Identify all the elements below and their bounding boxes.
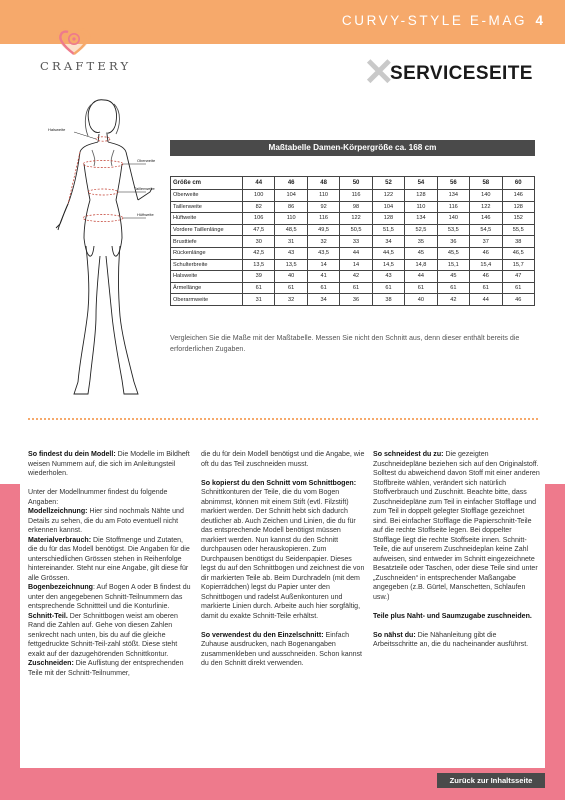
paragraph-sewing: So nähst du: Die Nähanleitung gibt die Arbeitsschritte an, die du nacheinander ausführst. (373, 631, 529, 648)
measurement-value: 31 (275, 236, 307, 248)
measurement-value: 50,5 (340, 224, 372, 236)
measurement-value: 40 (275, 271, 307, 283)
measurement-value: 43 (275, 247, 307, 259)
measurement-label: Oberarmweite (171, 294, 243, 306)
measurement-value: 45 (405, 247, 437, 259)
measurement-value: 106 (243, 213, 275, 225)
measurement-value: 35 (405, 236, 437, 248)
measurement-value: 46 (470, 271, 502, 283)
measurement-value: 15,1 (437, 259, 469, 271)
measurement-value: 45 (437, 271, 469, 283)
measurement-value: 32 (307, 236, 339, 248)
size-header-label: Größe cm (171, 177, 243, 190)
heart-logo-icon (54, 26, 94, 58)
table-row (171, 236, 535, 248)
measurement-value: 52,5 (405, 224, 437, 236)
paragraph-cutting-cont: die du für dein Modell benötigst und die Angabe, wie oft du das Teil zuschneiden musst. (201, 451, 365, 468)
measurement-value: 48,5 (275, 224, 307, 236)
paragraph-pattern-piece: Schnitt-Teil. Der Schnittbogen weist am oberen Rand die Zahlen auf. Gehe von diesen Zahlen senkrecht nach unten, bis du auf die gleiche fettgedruckte Schnitt-Teil-zahl stößt. Diese steht exakt auf der dazugehörenden Schnittkontur. (28, 612, 178, 658)
measurement-value: 14 (307, 259, 339, 271)
measurement-value: 82 (243, 201, 275, 213)
measurement-value: 92 (307, 201, 339, 213)
measurement-value: 53,5 (437, 224, 469, 236)
label-halsweite: Halsweite (48, 127, 66, 132)
table-row (171, 271, 535, 283)
size-table-caption: Maßtabelle Damen-Körpergröße ca. 168 cm (170, 140, 535, 156)
paragraph-single-pattern: So verwendest du den Einzelschnitt: Einfach Zuhause ausdrucken, nach Bogenangaben zusammenkleben und ausschneiden. Schon kannst du den Schnitt direkt verwenden. (201, 631, 363, 667)
measurement-value: 36 (437, 236, 469, 248)
measurement-value: 44 (470, 294, 502, 306)
measurement-label: Hüftweite (171, 213, 243, 225)
measurement-value: 55,5 (502, 224, 535, 236)
measurement-value: 116 (307, 213, 339, 225)
measurement-value: 42,5 (243, 247, 275, 259)
measurement-value: 116 (437, 201, 469, 213)
paragraph-model-drawing: Modellzeichnung: Hier sind nochmals Nähte und Details zu sehen, die du am Foto eventuell nicht erkennen kannst. (28, 508, 184, 534)
measurement-value: 122 (340, 213, 372, 225)
measurement-value: 98 (340, 201, 372, 213)
logo-wordmark: CRAFTERY (40, 59, 132, 73)
body-measurement-illustration (34, 96, 164, 401)
measurement-value: 34 (307, 294, 339, 306)
measurement-value: 40 (405, 294, 437, 306)
size-table-header (171, 177, 535, 190)
measurement-value: 54,5 (470, 224, 502, 236)
measurement-value: 14,8 (405, 259, 437, 271)
measurement-value: 86 (275, 201, 307, 213)
page-number: 4 (535, 13, 543, 28)
measurement-value: 61 (307, 282, 339, 294)
measurement-value: 43 (372, 271, 404, 283)
measurement-value: 104 (275, 190, 307, 202)
measurement-value: 152 (502, 213, 535, 225)
size-header-cell: 58 (470, 177, 502, 190)
measurement-value: 45,5 (437, 247, 469, 259)
measurement-label: Rückenlänge (171, 247, 243, 259)
label-hueftweite: Hüftweite (137, 212, 154, 217)
measurement-value: 110 (275, 213, 307, 225)
table-row (171, 282, 535, 294)
paragraph-find-model: So findest du dein Modell: Die Modelle im Bildheft weisen Nummern auf, die sich im Anleitungsteil wiederholen. (28, 451, 190, 477)
size-table-body (171, 190, 535, 306)
measurement-value: 128 (372, 213, 404, 225)
label-taillenweite: Taillenweite (134, 186, 155, 191)
measurement-value: 110 (307, 190, 339, 202)
measurement-value: 44 (340, 247, 372, 259)
measurement-value: 51,5 (372, 224, 404, 236)
measurement-value: 46 (470, 247, 502, 259)
measurement-label: Oberweite (171, 190, 243, 202)
measurement-value: 140 (470, 190, 502, 202)
measurement-value: 128 (502, 201, 535, 213)
measurement-value: 146 (470, 213, 502, 225)
measurement-value: 61 (502, 282, 535, 294)
measurement-label: Brusttiefe (171, 236, 243, 248)
measurement-value: 38 (502, 236, 535, 248)
measurement-value: 46 (502, 294, 535, 306)
measurement-value: 46,5 (502, 247, 535, 259)
size-header-cell: 52 (372, 177, 404, 190)
measurement-value: 36 (340, 294, 372, 306)
paragraph-seam-allowance: Teile plus Naht- und Saumzugabe zuschneiden. (373, 612, 532, 620)
measurement-value: 47 (502, 271, 535, 283)
measurement-value: 43,5 (307, 247, 339, 259)
measurement-value: 146 (502, 190, 535, 202)
size-header-cell: 56 (437, 177, 469, 190)
label-oberweite: Oberweite (137, 158, 156, 163)
measurement-label: Vordere Taillenlänge (171, 224, 243, 236)
table-row (171, 190, 535, 202)
size-header-cell: 46 (275, 177, 307, 190)
measurement-value: 110 (405, 201, 437, 213)
craftery-logo (40, 26, 132, 73)
measurement-label: Ärmellänge (171, 282, 243, 294)
x-brush-icon: ✕ (363, 52, 395, 94)
measurement-value: 44 (405, 271, 437, 283)
table-row (171, 247, 535, 259)
measurement-value: 15,7 (502, 259, 535, 271)
table-row (171, 201, 535, 213)
measurement-value: 34 (372, 236, 404, 248)
measurement-label: Taillenweite (171, 201, 243, 213)
paragraph-cutting: Zuschneiden: Die Auflistung der entsprechenden Teile mit der Schnitt-Teilnummer, (28, 660, 184, 677)
measurement-value: 38 (372, 294, 404, 306)
size-header-cell: 50 (340, 177, 372, 190)
table-row (171, 294, 535, 306)
measurement-value: 122 (372, 190, 404, 202)
measurement-value: 14,5 (372, 259, 404, 271)
measurement-value: 14 (340, 259, 372, 271)
measurement-value: 104 (372, 201, 404, 213)
size-header-cell: 54 (405, 177, 437, 190)
paragraph-how-to-cut: So schneidest du zu: Die gezeigten Zuschneidepläne beziehen sich auf den Originalstoff. Solltest du abweichend davon Stoff mit einer anderen Stoffbreite wählen, verändert sich natürlich Stoffverbrauch und Zuschnitt. Beachte bitte, dass Zuschneidepläne zum Teil in einfacher Stofflage und zum Teil in doppelt gelegter Stofflage gezeichnet sind. Bei einfacher Stofflage die Papierschnitt-Teile auf die rechte Stoffseite legen. Bei doppelter Stofflage liegt die rechte Stoffseite innen. Schnitt-Teile, die auf unserem Zuschneideplan keine Zahl aufweisen, sind entweder im Schnitt eingezeichnete Besatzteile oder Taschen, oder diese Teile sind unter „Zuschneiden“ in entsprechender Maßangabe angegeben (z.B. Gürtel, Manschetten, Schlaufen usw.) (373, 451, 540, 601)
paragraph-intro: Unter der Modellnummer findest du folgende Angaben: (28, 489, 168, 506)
measurement-value: 30 (243, 236, 275, 248)
measurement-value: 39 (243, 271, 275, 283)
paragraph-material: Materialverbrauch: Die Stoffmenge und Zutaten, die du für das Modell benötigst. Die Angaben für die unterschiedlichen Grössen stehen in Reihenfolge hintereinander. Steht nur eine Angabe, gilt diese für alle Grössen. (28, 536, 190, 582)
measurement-value: 37 (470, 236, 502, 248)
size-header-cell: 60 (502, 177, 535, 190)
measurement-value: 33 (340, 236, 372, 248)
measurement-value: 49,5 (307, 224, 339, 236)
measurement-value: 42 (340, 271, 372, 283)
compare-note: Vergleichen Sie die Maße mit der Maßtabelle. Messen Sie nicht den Schnitt aus, denn dieser enthält bereits die erforderlichen Zugaben. (170, 334, 520, 353)
measurement-value: 134 (405, 213, 437, 225)
measurement-value: 61 (372, 282, 404, 294)
instructions-column-3 (373, 450, 541, 650)
measurement-value: 61 (470, 282, 502, 294)
measurement-label: Schulterbreite (171, 259, 243, 271)
back-to-contents-button[interactable]: Zurück zur Inhaltsseite (437, 773, 545, 788)
measurement-value: 140 (437, 213, 469, 225)
measurement-value: 128 (405, 190, 437, 202)
paragraph-sheet: Bogenbezeichnung: Auf Bogen A oder B findest du unter den angegebenen Schnitt-Teilnummern das entsprechende Schnittteil und die Konturlinie. (28, 584, 191, 610)
instructions-column-2 (201, 450, 365, 669)
measurement-value: 61 (437, 282, 469, 294)
measurement-label: Halsweite (171, 271, 243, 283)
measurement-value: 13,5 (275, 259, 307, 271)
page-title-text: SERVICESEITE (390, 63, 533, 84)
dotted-divider (28, 418, 538, 420)
measurement-value: 116 (340, 190, 372, 202)
measurement-value: 61 (340, 282, 372, 294)
measurement-value: 42 (437, 294, 469, 306)
measurement-value: 100 (243, 190, 275, 202)
measurement-figure (34, 96, 164, 401)
paragraph-copy-pattern: So kopierst du den Schnitt vom Schnittbogen: Schnittkonturen der Teile, die du vom Bogen abnimmst, können mit einem Stift (evtl. Filzstift) markiert werden. Der Schnitt hebt sich dadurch deutlicher ab. Auch Zeichen und Linien, die du für das entsprechende Modell benötigst müssen markiert werden. Nun kannst du den Schnitt durchpausen oder herauskopieren. Zum Durchpausen benötigst du Seidenpapier. Dieses legst du auf den Schnittbogen und zeichnest die von dir markierten Teile ab. Beim Durchradeln (mit dem Kopierrädchen) legst du Papier unter den Schnittbogen und radelst Außenkonturen und markierte Linien durch. Arbeite auch hier sorgfältig, damit du exakte Schnitt-Teile erhältst. (201, 479, 365, 620)
measurement-value: 47,5 (243, 224, 275, 236)
measurement-value: 61 (405, 282, 437, 294)
table-row (171, 224, 535, 236)
measurement-value: 13,5 (243, 259, 275, 271)
size-header-cell: 48 (307, 177, 339, 190)
measurement-value: 122 (470, 201, 502, 213)
measurement-value: 41 (307, 271, 339, 283)
table-row (171, 213, 535, 225)
measurement-value: 61 (243, 282, 275, 294)
measurement-value: 44,5 (372, 247, 404, 259)
instructions-column-1 (28, 450, 192, 678)
size-table (170, 176, 535, 306)
measurement-value: 32 (275, 294, 307, 306)
magazine-header (342, 13, 543, 28)
measurement-value: 134 (437, 190, 469, 202)
table-row (171, 259, 535, 271)
size-header-cell: 44 (243, 177, 275, 190)
page-title (363, 52, 543, 94)
measurement-value: 31 (243, 294, 275, 306)
magazine-name: CURVY-STYLE E-MAG (341, 13, 528, 28)
measurement-value: 61 (275, 282, 307, 294)
measurement-value: 15,4 (470, 259, 502, 271)
